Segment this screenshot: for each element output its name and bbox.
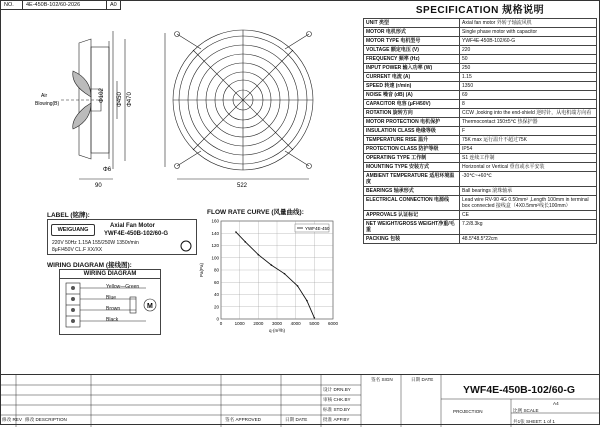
series-point [284,273,286,275]
series-point [235,231,237,233]
dim-d102: Φ102 [99,88,105,103]
sheet-header [1,1,121,10]
specification-panel [363,4,597,244]
wiring-schematic [60,279,162,335]
spec-row [364,127,597,136]
spec-row [364,28,597,37]
header-no-label: NO. [1,1,23,9]
spec-value: 8 [460,100,597,109]
spec-value: Thermocontact 150±5℃ 热保护器 [460,118,597,127]
label-line2: 8μF/450V CL.F XX/XX [52,247,103,253]
label-line1: 220V 50Hz 1.15A 155/250W 1350r/min [52,240,139,246]
spec-key: NET WEIGHT/GROSS WEIGHT净重/毛重 [364,220,460,235]
brand-logo: WEIGUANG [51,224,95,236]
spec-key: SPEED 转速 (r/min) [364,82,460,91]
tb-checked-by: 审核 CHK.BY [323,397,351,402]
tb-desc-label: 修改 DESCRIPTION [25,417,67,422]
spec-value: YWF4E-450B-102/60-G [460,37,597,46]
spec-value: 69 [460,91,597,100]
label-model: YWF4E-450B-102/60-G [104,231,169,237]
flow-rate-chart [197,215,343,339]
spec-value: S1 连续工作制 [460,154,597,163]
x-tick-label: 1000 [234,321,245,326]
wiring-diagram [59,269,161,335]
spec-row [364,73,597,82]
x-tick-label: 6000 [327,321,339,326]
tb-date-label: 日期 DATE [411,377,434,382]
spec-row [364,211,597,220]
spec-key: MOTOR PROTECTION 电机保护 [364,118,460,127]
spec-row [364,136,597,145]
y-tick-label: 80 [213,267,219,273]
spec-value: 1.15 [460,73,597,82]
spec-row [364,37,597,46]
spec-value: Single phase motor with capacitor [460,28,597,37]
spec-row [364,196,597,211]
y-tick-label: 120 [211,243,219,248]
spec-row [364,118,597,127]
x-tick-label: 2000 [253,321,264,326]
dim-d6: Φ6 [103,167,112,173]
spec-key: FREQUENCY 频率 (Hz) [364,55,460,64]
series-point [314,317,316,319]
spec-table [363,18,597,244]
wire-label-4: Black [106,317,119,323]
spec-title: SPECIFICATION 规格说明 [415,5,545,16]
spec-key: ROTATION 旋转方向 [364,109,460,118]
dim-522: 522 [237,183,248,189]
label-product: Axial Fan Motor [110,223,156,229]
spec-key: MOTOR TYPE 电机型号 [364,37,460,46]
nameplate-label [47,219,197,255]
spec-key: CAPACITOR 电容 (μF/450V) [364,100,460,109]
motor-symbol: M [147,303,153,310]
spec-value: F [460,127,597,136]
y-tick-label: 40 [213,292,219,297]
spec-row [364,235,597,244]
spec-key: MOUNTING TYPE 安装方式 [364,163,460,172]
spec-key: PROTECTION CLASS 防护等级 [364,145,460,154]
spec-key: TEMPERATURE RISE 温升 [364,136,460,145]
series-point [271,264,273,266]
spec-key: UNIT 类型 [364,19,460,28]
spec-row [364,145,597,154]
series-point [297,285,299,287]
spec-value: CCW ,looking into the end-shield 逆时针，从电机端方向看 [460,109,597,118]
wiring-heading: WIRING DIAGRAM (接线图): [47,262,132,269]
spec-key: CURRENT 电流 (A) [364,73,460,82]
tb-draft-by: 标准 STD.BY [323,407,351,412]
title-block [1,374,600,426]
y-tick-label: 100 [211,255,219,261]
spec-key: APPROVALS 认证标记 [364,211,460,220]
spec-value: Lead wire RV-90 4G 0.50mm² ,Length 100mm in terminal box connected 接线盒（4X0.5mm²线长100mm） [460,196,597,211]
spec-key: OPERATING TYPE 工作制 [364,154,460,163]
label-heading: LABEL (铭牌): [47,212,90,219]
spec-row [364,46,597,55]
curve-heading: FLOW RATE CURVE (风量曲线): [207,209,304,216]
x-axis-label: q·(m³/h) [269,328,285,333]
y-axis-label: Pa(Pa) [199,262,204,278]
x-tick-label: 3000 [271,321,283,326]
spec-key: MOTOR 电机形式 [364,28,460,37]
spec-key: INPUT POWER 输入功率 (W) [364,64,460,73]
series-line [236,232,314,318]
spec-key: BEARINGS 轴承形式 [364,187,460,196]
dim-90: 90 [95,183,102,189]
spec-value: IP54 [460,145,597,154]
spec-row [364,55,597,64]
spec-value: CE [460,211,597,220]
spec-row [364,154,597,163]
wiring-title: WIRING DIAGRAM [60,270,160,279]
spec-value: 7.2/8.3kg [460,220,597,235]
spec-row [364,172,597,187]
spec-value: 48.5*48.5*22cm [460,235,597,244]
blowing-label: Blowing(B) [35,101,60,107]
spec-row [364,187,597,196]
spec-value: 250 [460,64,597,73]
dim-d450: Φ450 [117,92,123,107]
x-tick-label: 5000 [309,321,320,326]
ce-mark-icon [180,240,194,252]
y-tick-label: 20 [213,304,219,310]
spec-value: 1350 [460,82,597,91]
spec-row [364,109,597,118]
tb-sign-label: 签名 SIGN [371,377,393,382]
tb-date2-label: 日期 DATE [285,417,308,422]
y-tick-label: 160 [211,218,219,224]
y-tick-label: 60 [213,279,219,285]
spec-value: Horizontal or Vertical 垂直或水平安装 [460,163,597,172]
series-point [244,241,246,243]
x-tick-label: 4000 [290,321,301,326]
header-part-number: 4E-450B-102/60-2026 [23,1,107,9]
tb-revision: A4 [553,401,559,406]
spec-key: INSULATION CLASS 绝缘等级 [364,127,460,136]
spec-row [364,220,597,235]
spec-value: Ball bearings 滚珠轴承 [460,187,597,196]
y-tick-label: 140 [211,230,219,236]
fan-technical-drawing [1,11,361,199]
wire-label-1: Yellow—Green [106,284,140,290]
y-tick-label: 0 [216,316,219,322]
tb-sheet: 共1张 SHEET: 1 of 1 [513,419,555,424]
spec-row [364,91,597,100]
legend-entry: YWF4E-450 [305,225,330,231]
series-point [306,300,308,302]
spec-key: VOLTAGE 额定电压 (V) [364,46,460,55]
spec-key: ELECTRICAL CONNECTION 电源线 [364,196,460,211]
spec-row [364,82,597,91]
drawing-title: YWF4E-450B-102/60-G [463,384,576,396]
x-tick-label: 0 [219,321,223,326]
tb-approved-label: 签名 APPROVED [225,417,261,422]
airflow-label: Air [41,93,48,99]
spec-row [364,100,597,109]
spec-row [364,64,597,73]
series-point [258,254,260,256]
spec-value: Axial fan motor 外转子轴流风机 [460,19,597,28]
header-revision: A0 [107,1,121,9]
spec-key: NOISE 噪音 (dB) (A) [364,91,460,100]
tb-scale: 比例 SCALE [513,408,539,413]
spec-key: AMBIENT TEMPERATURE 适用环境温度 [364,172,460,187]
dim-d470: Φ470 [127,92,133,107]
tb-drawn-by: 设计 DRN.BY [323,387,351,392]
tb-projection: PROJECTION [453,409,483,414]
spec-row [364,19,597,28]
spec-key: PACKING 包装 [364,235,460,244]
spec-value: 220 [460,46,597,55]
spec-row [364,163,597,172]
wire-label-3: Brown [106,306,121,312]
wire-label-2: Blue [106,295,117,301]
tb-approved-by: 批准 APP.BY [323,417,350,422]
spec-value: 50 [460,55,597,64]
tb-rev-label: 修改 REV [2,417,22,422]
spec-value: 75K max 运行温升不超过75K [460,136,597,145]
spec-value: -30℃~+60℃ [460,172,597,187]
